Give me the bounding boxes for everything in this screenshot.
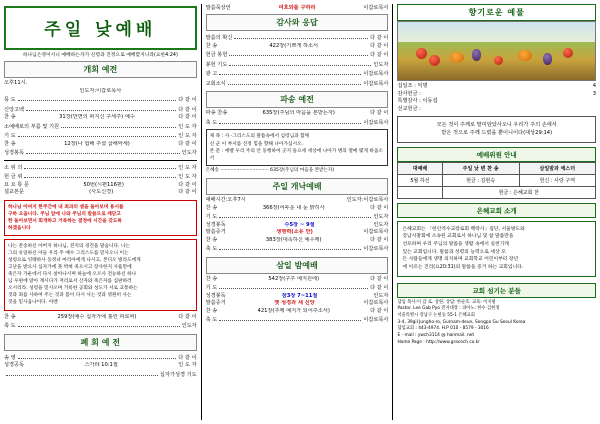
order-label: 요 요 통 문 [4,181,29,188]
order-label: 찬 송 [4,114,16,121]
column-right [392,4,596,420]
order-hymn: 31장(만면의 퍼지신 구세주) 예수 [59,114,135,121]
order-row [206,293,389,301]
contact-line: 서울특별시 강남구 논현동 55-1 은혜교회 [397,313,475,319]
order-person: 이갑로목사 [363,119,389,126]
order-label: 축 도 [4,323,16,330]
duty-title: 예배위원 안내 [397,147,596,162]
duty-col-header: 주일 낮 변 찬 송 [442,162,519,174]
order-label: 찬 송 [205,236,218,243]
apple-icon [494,56,503,65]
order-person: 다 같 이 [370,52,389,59]
order-label: 찬 송 [205,42,218,49]
order-person: 인도자 [373,292,389,299]
closing-rows [4,314,197,331]
apple-icon [416,48,427,59]
main-subverse: 하나님은영이시니 예배하는자가 신령과 진정으로 예배할지니라(요한4:24) [22,53,178,58]
order-person: 다 같 이 [370,204,389,211]
order-label: 축 도 [205,119,218,126]
duty-col-header: 대예배 [398,162,442,174]
order-row [206,276,389,284]
bottom-rows [4,353,197,380]
contact-line: Pastor. Lee Gab Pyo 전자대장 : 피아노: 한수 김현정 [397,306,500,312]
order-label: 성경봉독 [4,150,25,157]
order-person: 다 같 이 [178,181,197,188]
intro-line: 든 사람들에게 생명 의지하며 교회학교 어린이부터 장년 [402,257,519,263]
order-label: 송 영 [4,354,16,361]
verse-line: 모든 것이 주께로 말미암았사오니 우리가 주의 손에서 [436,122,557,129]
contact-homepage[interactable]: Home Page : http://www.gracech.co.kr [397,339,480,345]
order-label: 소예배로의 부름 및 기원 [4,123,60,130]
order-person: 인 도 자 [178,133,197,140]
order-person: 인 도 자 [178,174,197,181]
contact-line: 담임 목사:이 갑 로. 상원. 상담: 한순호. 교육: 이지평 [397,299,496,305]
column-left [4,4,197,420]
order-label: 말씀증거 [205,300,226,307]
open-worship-rows [4,80,197,158]
order-row [206,212,389,222]
order-person: 다 같 이 [370,110,389,117]
order-row [4,122,197,132]
order-row [4,88,197,96]
order-creed: (사도신경) [89,189,114,196]
order-label: 성경봉독 [205,221,226,228]
order-label: 축 도 [205,246,218,253]
wednesday-rows [206,276,389,325]
meditation-header [206,4,389,11]
order-row [4,105,197,115]
order-label: 기 도 [4,133,16,140]
contact-line: 담임교회 : 443-4974. H.P 010 - 8579 - 3016 [397,326,489,332]
order-row [206,43,389,51]
wednesday-worship-title: 삼일 밤예배 [206,257,389,274]
serve-title: 교회 섬기는 분들 [397,283,596,298]
sending-rows [206,110,389,127]
creed-line: 나는 잔송하신 아버지 하나님, 전지의 경건을 말슴니다. 나는 [8,244,131,250]
order-row [4,189,197,197]
order-person: 다 같 이 [178,97,197,104]
sending-title: 파송 예전 [206,91,389,108]
apple-icon [563,48,573,58]
order-row [4,362,197,370]
offering-label: 선교헌금 : [397,105,421,112]
table-row [398,186,596,198]
order-label: 교회소식 [205,80,226,87]
order-person: 다 같 이 [178,354,197,361]
order-row [206,205,389,213]
pumpkin-icon [518,50,532,61]
order-row [4,163,197,173]
offering-label: 십일조 : 익명 [397,83,428,89]
order-hymn: 422장(기쁘게 하소서 [269,42,319,49]
contact-email[interactable]: E - mail : ywch3114 @ hanmail. net [397,333,475,339]
column-middle [201,4,389,420]
sermon-text: 본 문 : 에벨 우리 주의 안 동행하여 곳지 돌으세 세상에 나아가 병의 열매 맺게 하옵소서 [209,148,383,162]
offering-banner: 향기로운 예물 [397,4,596,21]
thanks-rows [206,33,389,88]
main-title: 주일 낮예배 [44,20,157,40]
sermon-note: 신 군 이 부서를 진정 힘을 향해 나아가십시오. [209,141,304,147]
order-person: 다 같 이 [370,42,389,49]
prayer-line: 하겠읍니다 [8,226,31,232]
contact-block [397,300,596,347]
order-label: 소 위 의 [4,164,23,171]
apostles-creed-box [4,239,197,310]
order-person: 이갑로목사 [363,80,389,87]
order-person: 다 같 이 [370,307,389,314]
order-person: 다 같 이 [178,114,197,121]
order-row [4,172,197,182]
order-row [206,118,389,128]
main-title-box [4,6,197,50]
meditation-label: 말씀묵상언 [205,5,231,11]
creed-line: 고난을 받으사 십자가에 못 박혀 죽으시고 장사한지 사흘만에 [8,265,132,271]
order-row [206,110,389,118]
order-row [4,80,197,88]
order-row [206,50,389,60]
order-person: 이갑로목사 [363,300,389,307]
order-scripture: 스가랴 10:1절 [84,362,118,369]
verse-line: 받은 것으로 주께 드렸을 뿐이니이다(대상29:14) [441,130,553,137]
order-row [206,308,389,316]
order-hymn: 421장(주께 예지가 되어주소서) [257,307,330,314]
thanks-title: 감사와 응답 [206,14,389,31]
sermon-topic: 제 목 : 사 ·그리스도의 말씀속에서 심령님과 함께 [209,134,310,140]
intro-line: 강남시찰회에 소속된 교회로서 하나님 및 참 말씀만을 [402,234,514,240]
duty-cell: 현금 : 김현숙 [442,174,519,186]
order-label: 기 도 [205,214,218,221]
offering-row [397,83,596,91]
order-row [206,300,389,308]
order-person: 다 같 이 [370,35,389,41]
meditation-preacher: 이갑로목사 [363,5,389,11]
order-row [4,131,197,141]
order-label: 찬 송 [4,313,16,320]
order-label: 말씀증거 [205,229,226,236]
order-hymn: 259장(예수 십자가에 흘린 피로써) [57,313,137,320]
order-row [4,95,197,105]
grace-hymn-row [206,168,389,175]
offering-row [397,106,596,114]
creed-line: 님 우편에 앉아 계시다가 저리로서 산자와 죽은자를 심판하러 [8,279,132,285]
apple-icon [429,55,440,66]
autumn-harvest-photo [397,21,596,81]
order-row [206,283,389,293]
order-label: 찬 송 [205,204,218,211]
intro-line: 은혜교회는 「한인역수교장로회 백락사」집단, 서울방도와 [402,226,525,232]
order-person: 다 같 이 [370,275,389,282]
order-label: 광 고 [205,71,218,78]
evening-worship-title: 주일 개낙예배 [206,178,389,195]
order-person: 다 같 이 [178,140,197,147]
duty-cell: 5월 하선 [398,174,442,186]
offering-label: 감사헌금 : [397,90,421,97]
order-sermon: 옛 성경과 새 신앙 [274,300,315,307]
order-person: 이갑로목사 [363,246,389,253]
order-row [206,33,389,43]
duty-cell: 현금 : 은혜교회 찬 [442,186,595,198]
confession-prayer-box [4,200,197,236]
order-person: 다 같 이 [370,236,389,243]
evening-rows [206,197,389,254]
offering-row [397,98,596,106]
creed-line: 성령으로 잉태하사 동정녀 마리아에게 나시고, 본디오 빌라도에게 [8,258,141,264]
creed-line: 죽은자 가운데서 다시 살아나시며 하늘에 오르사 전능하신 하나 [8,272,137,278]
order-row [206,69,389,79]
order-label: 헌 금 위 [4,174,23,181]
order-hymn: 635장(주님의 마음을 본받는자) [262,110,335,117]
order-person: 다 같 이 [178,106,197,113]
order-row [206,222,389,230]
table-header-row [398,162,596,174]
intro-line: 에 이르는 진리(요20:31)의 말씀을 증거 하는 교회입니다. [402,265,524,271]
order-row [4,370,197,380]
order-person: 인도자 [373,214,389,221]
order-person: 이갑로목사 [363,229,389,236]
order-person: 인 도 자 [178,164,197,171]
order-row [206,79,389,89]
order-hymn: 50번(시편116편) [83,181,124,188]
order-person: 인도자 [181,150,197,157]
order-row [206,244,389,254]
order-hymn: 542장(구주 예지원에) [268,275,320,282]
order-row [4,114,197,122]
order-row [4,141,197,149]
order-person: 이갑로목사 [363,71,389,78]
order-person: 십자가성경 기도 [159,371,197,378]
creed-line: 것을 믿사옵나이다. 아멘 [8,300,58,306]
columns-container [4,4,596,420]
duty-table [397,162,596,199]
order-row [206,197,389,205]
order-leader: 인도자:이갑로목사 [346,197,389,204]
sermon-note-box [206,129,389,166]
offering-count: 4 [592,83,596,89]
intro-line: 있는 교회입니다. 말씀과 성령의 능력으로 세상 모 [402,249,506,255]
order-person: 다 같 이 [178,313,197,320]
order-label: 찬 송 [205,275,218,282]
order-row [206,315,389,325]
order-row [206,60,389,70]
closing-title: 폐 회 예 전 [4,334,197,351]
order-label: 신앙고백 [4,106,25,113]
second-rows [4,163,197,197]
order-scripture: 수5장 ~ 9절 [284,221,315,228]
offering-count: 3 [592,90,596,97]
order-person: 인 도 자 [178,123,197,130]
order-hymn: 383장(대속하신 예수께) [265,236,322,243]
order-label: 설교본문 [4,189,25,196]
offering-label: 특별감사 : 이동섭 [397,98,438,105]
order-label: 봉헌 기도 [205,61,228,68]
order-label: 헌금 봉헌 [205,52,228,59]
meditation-title: 여호와를 구하라 [278,5,316,11]
open-worship-title: 개회 예전 [4,61,197,78]
order-person: 인도자 [373,61,389,68]
order-person: 인 도 자 [178,362,197,369]
order-label: 찬 송 [4,140,16,147]
order-time: 예배시간:오후7시 [205,197,246,204]
order-row [4,353,197,363]
order-person: 이갑로목사 [363,317,389,324]
offering-verse-box [397,116,596,143]
order-person: 다 같 이 [370,285,389,292]
duty-cell [398,186,442,198]
order-label: 기 도 [205,285,218,292]
order-person: 인도자 [373,221,389,228]
order-row [4,321,197,331]
order-person: 다 같 이 [178,189,197,196]
table-row [398,174,596,186]
order-leader: 인도자:이갑로목사 [79,87,122,94]
order-row [206,237,389,245]
order-label: 성경공독 [4,362,25,369]
order-label: 파송 찬송 [205,110,228,117]
order-person: 인도자 [181,323,197,330]
grape-icon [472,49,481,61]
grape-icon [543,53,552,65]
order-hymn: 12장(나 험해 주셨 곱해악세) [64,140,130,147]
photo-sky [398,22,595,42]
intro-title: 은혜교회 소개 [397,203,596,218]
intro-line: 선포하며 우리 주님의 말씀을 생활 속에서 실천기캐 [402,242,509,248]
creed-line: 것과 죄를 사하여 주는 것과 몸이 다시 사는 것과 영원히 사는 [8,293,132,299]
duty-cell: 헌신 : 사랑 구역 [519,174,595,186]
order-label: 축 도 [205,317,218,324]
offering-list [397,83,596,113]
order-row [4,182,197,190]
order-sermon: 생명력(소유 만) [276,229,313,236]
church-intro-box [397,221,596,277]
order-row [206,229,389,237]
order-row [4,314,197,322]
order-scripture: 잠3장 7~11절 [281,292,318,299]
order-hymn: 366장(어두운 내 눈 밝히사 [262,204,325,211]
prayer-line: 구하 오옵니다. 주님 앞에 나와 주님의 말씀으로 깨닫고 [8,211,121,217]
pumpkin-icon [450,52,464,63]
offering-row [397,91,596,99]
order-label: 성경봉독 [205,292,226,299]
order-label: 묵 도 [4,97,16,104]
grace-hymn: 은혜송 ································· 635장(주님의 마음을 본받는자) [205,168,335,174]
prayer-line: 한 돌아보면서 회개하고 거룩하는 결정에 시간을 갖도록 [8,219,122,224]
duty-col-header: 삼일밤과 에스더 [519,162,595,174]
order-label: 찬 송 [205,307,218,314]
creed-line: 그의 유일하신 아들 우리 주 예수 그리스도를 믿사오니 이는 [8,251,129,257]
order-label: 오후11시. [4,80,28,86]
contact-line: 3-4, 39gil Jungho-ro, Gurnam-deun, Songpa Gu Seoul Korea [397,319,526,325]
prayer-line: 하나님 아버지 한주간에 내 죄과의 셈을 돌아보며 용서를 [8,204,124,210]
order-label: 말씀의 확신 [205,35,233,41]
creed-line: 오시리라. 성령을 믿사오며 거룩한 공회와 성도가 서로 교통하는 [8,286,138,292]
order-row [4,148,197,158]
